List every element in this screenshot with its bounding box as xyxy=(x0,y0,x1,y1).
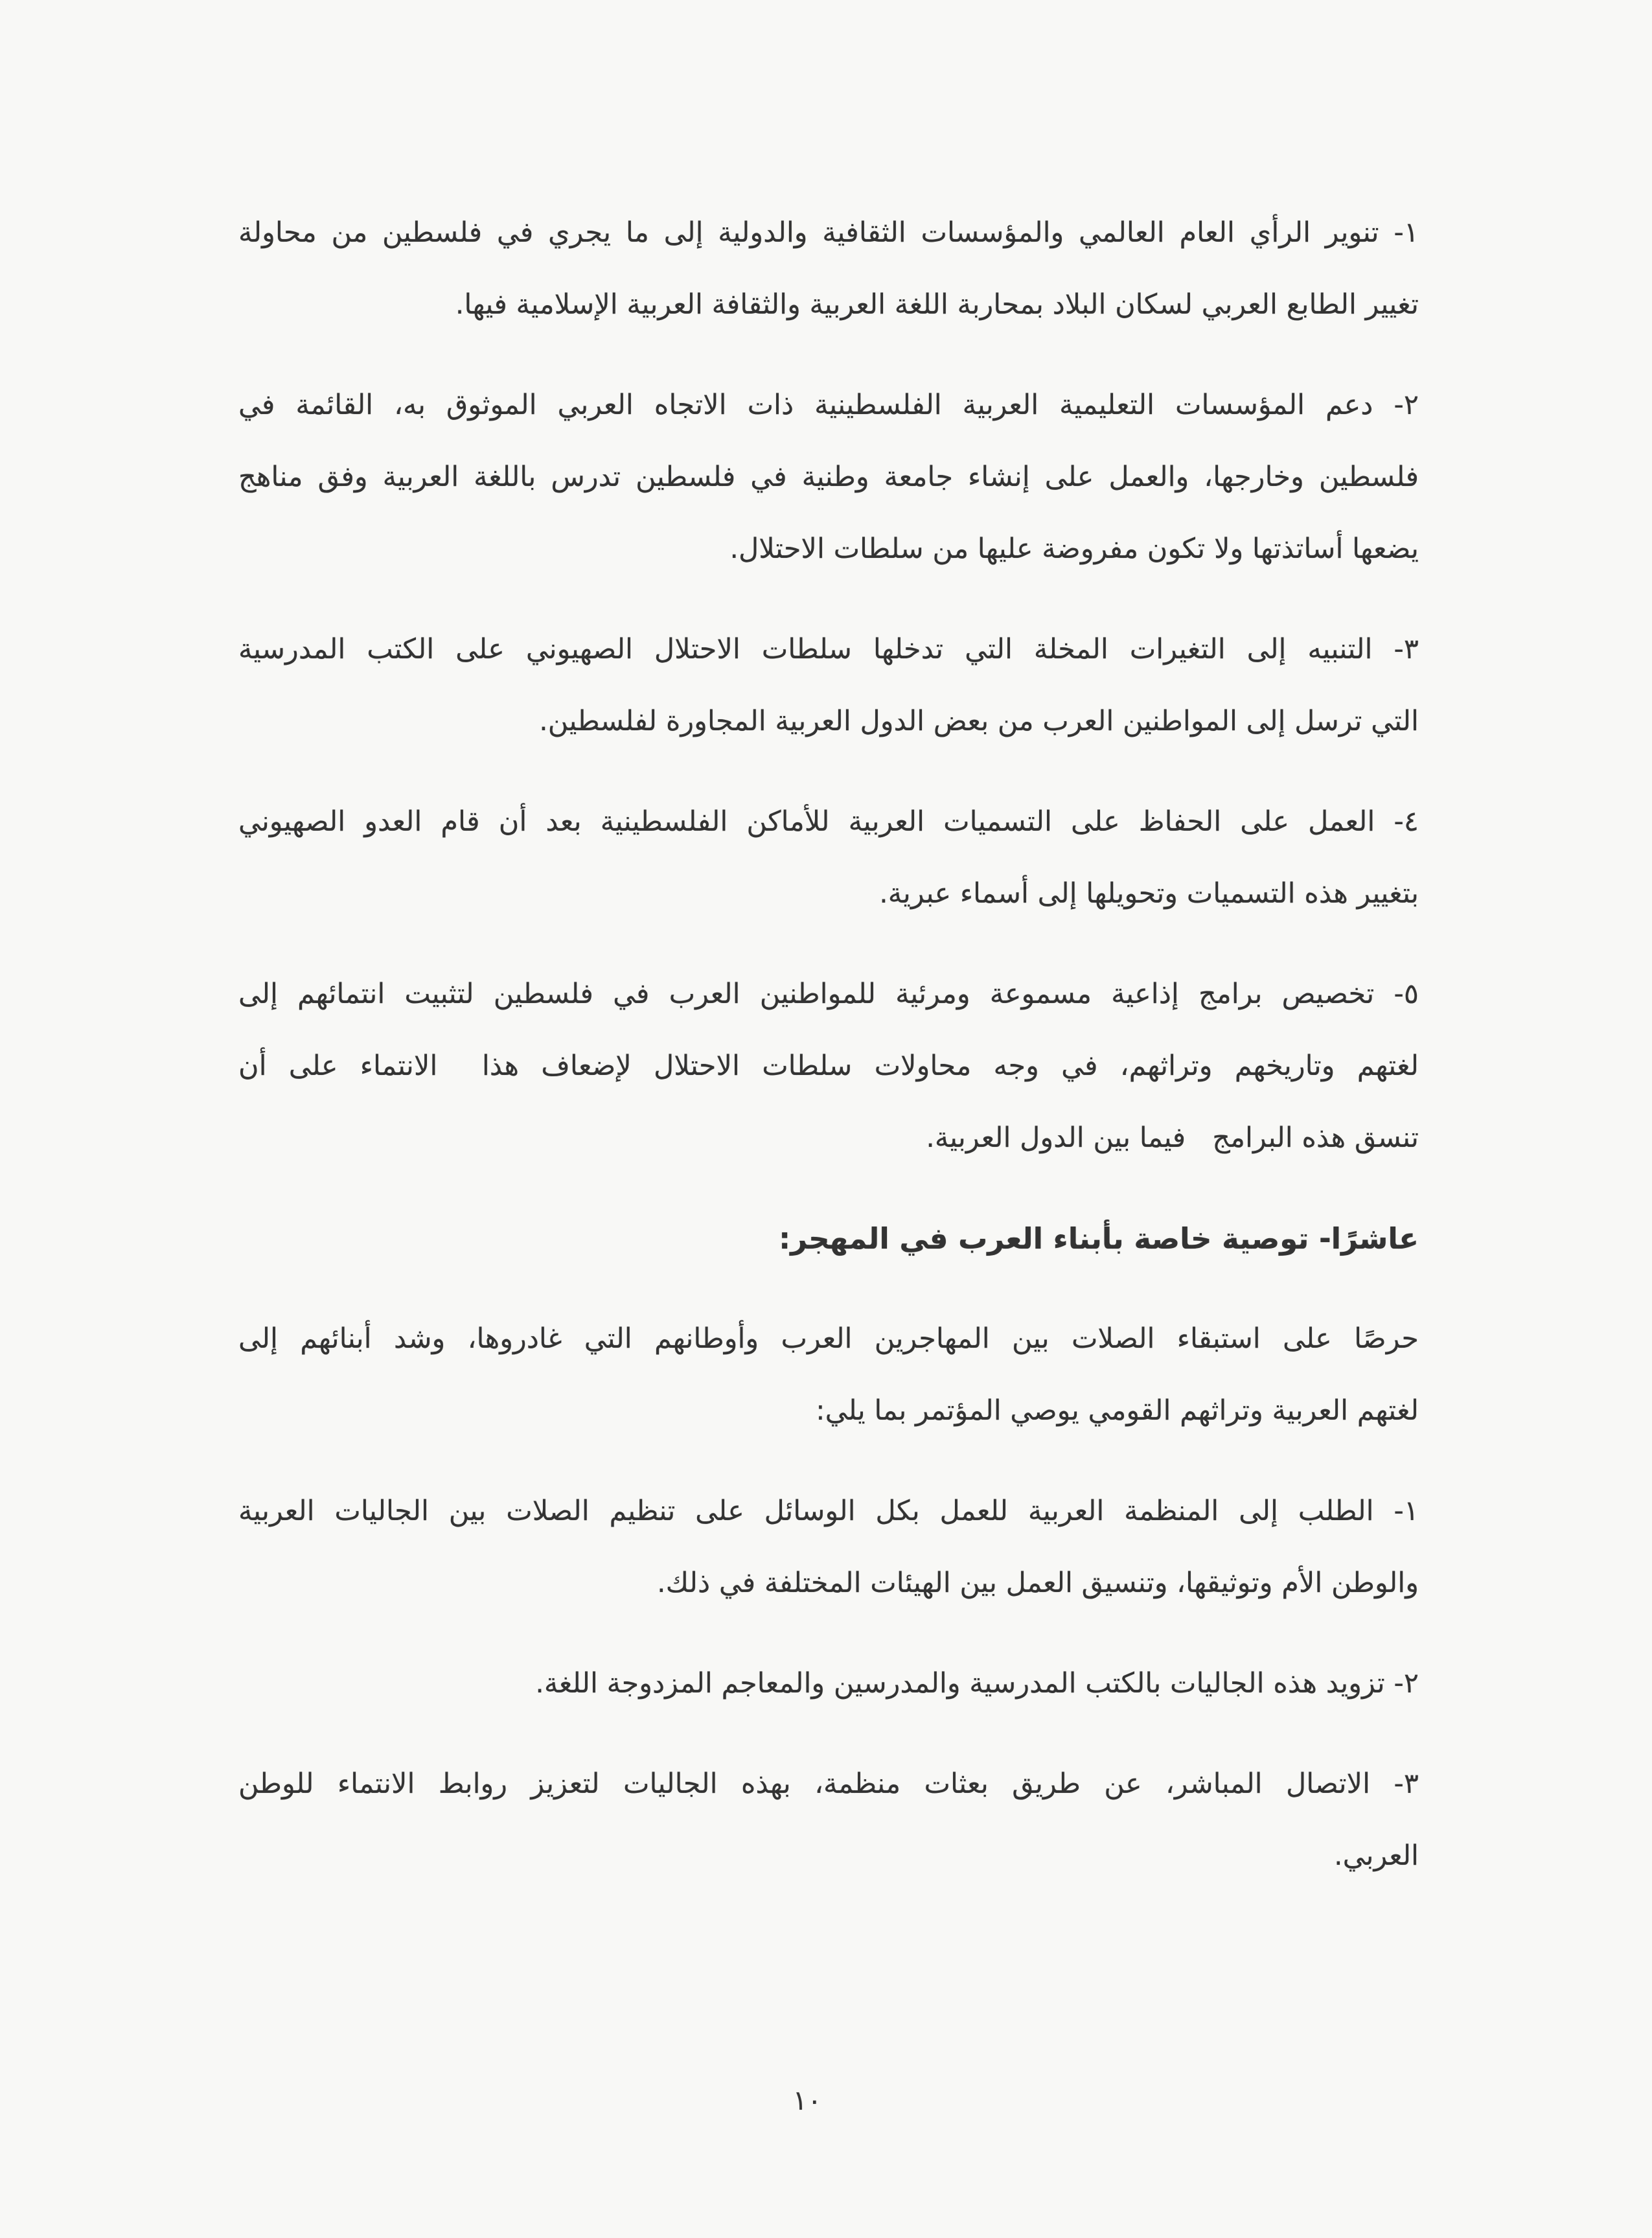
section-heading-text: عاشرًا- توصية خاصة بأبناء العرب في المهجر: xyxy=(779,1221,1419,1256)
paragraph-line: بتغيير هذه التسميات وتحويلها إلى أسماء عبرية. xyxy=(879,877,1419,910)
paragraph-line: فلسطين وخارجها، والعمل على إنشاء جامعة وطنية في فلسطين تدرس باللغة العربية وفق مناهج xyxy=(238,461,1419,493)
paragraph-line: ٣- التنبيه إلى التغيرات المخلة التي تدخلها سلطات الاحتلال الصهيوني على الكتب المدرسية xyxy=(238,633,1419,665)
paragraph-line: والوطن الأم وتوثيقها، وتنسيق العمل بين الهيئات المختلفة في ذلك. xyxy=(657,1567,1419,1599)
paragraph xyxy=(238,1648,1419,1720)
paragraph-line: تنسق هذه البرامج فيما بين الدول العربية. xyxy=(926,1122,1419,1154)
paragraph-line: ٢- تزويد هذه الجاليات بالكتب المدرسية والمدرسين والمعاجم المزدوجة اللغة. xyxy=(535,1667,1419,1700)
paragraph-line: لغتهم العربية وتراثهم القومي يوصي المؤتمر بما يلي: xyxy=(816,1394,1419,1427)
paragraph xyxy=(238,197,1419,341)
paragraph-line: لغتهم وتاريخهم وتراثهم، في وجه محاولات سلطات الاحتلال لإضعاف هذا الانتماء على أن xyxy=(238,1050,1419,1082)
paragraph xyxy=(238,614,1419,757)
paragraph-line: ٥- تخصيص برامج إذاعية مسموعة ومرئية للمواطنين العرب في فلسطين لتثبيت انتمائهم إلى xyxy=(238,978,1419,1010)
paragraph-line: ٤- العمل على الحفاظ على التسميات العربية للأماكن الفلسطينية بعد أن قام العدو الصهيوني xyxy=(238,805,1419,838)
page-body xyxy=(238,0,1419,1921)
paragraph-line: يضعها أساتذتها ولا تكون مفروضة عليها من سلطات الاحتلال. xyxy=(729,533,1419,565)
paragraph-line: ١- الطلب إلى المنظمة العربية للعمل بكل الوسائل على تنظيم الصلات بين الجاليات العربية xyxy=(238,1495,1419,1527)
section-heading xyxy=(238,1203,1419,1275)
paragraph xyxy=(238,1748,1419,1892)
page-number: ١٠ xyxy=(792,2084,822,2116)
paragraph xyxy=(238,958,1419,1174)
paragraph-line: ١- تنوير الرأي العام العالمي والمؤسسات الثقافية والدولية إلى ما يجري في فلسطين من محاولة xyxy=(238,216,1419,249)
paragraph xyxy=(238,369,1419,585)
paragraph-line: التي ترسل إلى المواطنين العرب من بعض الدول العربية المجاورة لفلسطين. xyxy=(539,705,1419,737)
paragraph xyxy=(238,786,1419,930)
paragraph-line: العربي. xyxy=(1334,1840,1419,1872)
paragraph-line: ٢- دعم المؤسسات التعليمية العربية الفلسطينية ذات الاتجاه العربي الموثوق به، القائمة في xyxy=(238,389,1419,421)
paragraph-line: حرصًا على استبقاء الصلات بين المهاجرين العرب وأوطانهم التي غادروها، وشد أبنائهم إلى xyxy=(238,1322,1419,1355)
paragraph-line: تغيير الطابع العربي لسكان البلاد بمحاربة اللغة العربية والثقافة العربية الإسلامية فيها. xyxy=(455,288,1419,321)
paragraph-line: ٣- الاتصال المباشر، عن طريق بعثات منظمة، بهذه الجاليات لتعزيز روابط الانتماء للوطن xyxy=(238,1768,1419,1800)
paragraph xyxy=(238,1475,1419,1619)
paragraph xyxy=(238,1303,1419,1447)
